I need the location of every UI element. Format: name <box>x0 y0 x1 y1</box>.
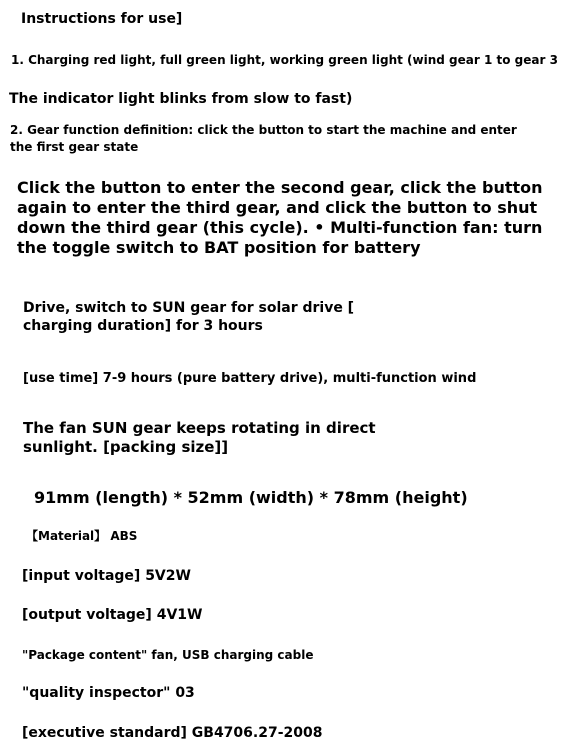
gear-function-line-1: 2. Gear function definition: click the button to start the machine and enter <box>10 123 517 137</box>
sun-gear-line-1: The fan SUN gear keeps rotating in direct <box>23 419 376 437</box>
item-charging-lights: 1. Charging red light, full green light, working green light (wind gear 1 to gear 3 <box>11 53 558 67</box>
input-voltage-text: [input voltage] 5V2W <box>22 568 191 584</box>
packing-size-text: 91mm (length) * 52mm (width) * 78mm (height) <box>34 488 468 507</box>
sun-gear-line-2: sunlight. [packing size]] <box>23 438 229 456</box>
gears-cycle-line-3: down the third gear (this cycle). • Multi-function fan: turn <box>17 218 543 237</box>
solar-drive-line-1: Drive, switch to SUN gear for solar drive [ <box>23 300 355 316</box>
use-time-text: [use time] 7-9 hours (pure battery drive), multi-function wind <box>23 371 477 386</box>
gear-function-line-2: the first gear state <box>10 140 139 154</box>
executive-standard-text: [executive standard] GB4706.27-2008 <box>22 725 323 741</box>
quality-inspector-text: "quality inspector" 03 <box>22 685 195 701</box>
indicator-blink-text: The indicator light blinks from slow to fast) <box>9 91 353 107</box>
instructions-heading: Instructions for use] <box>21 11 183 27</box>
gears-cycle-line-4: the toggle switch to BAT position for battery <box>17 238 421 257</box>
package-content-text: "Package content" fan, USB charging cable <box>22 648 314 662</box>
material-text: 【Material】 ABS <box>26 529 138 543</box>
gears-cycle-line-1: Click the button to enter the second gear, click the button <box>17 178 543 197</box>
gears-cycle-line-2: again to enter the third gear, and click the button to shut <box>17 198 538 217</box>
output-voltage-text: [output voltage] 4V1W <box>22 607 203 623</box>
solar-drive-line-2: charging duration] for 3 hours <box>23 318 263 334</box>
